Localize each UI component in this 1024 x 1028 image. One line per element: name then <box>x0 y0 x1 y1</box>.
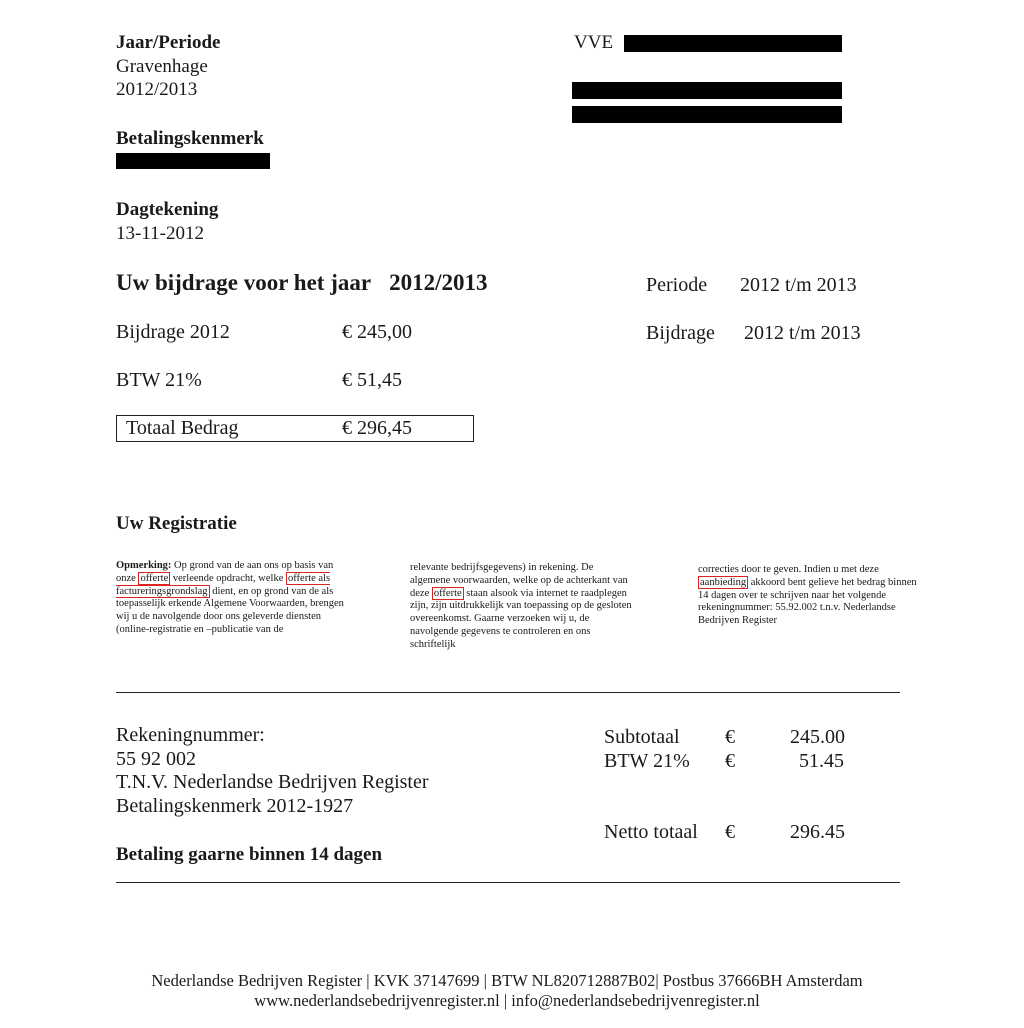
redacted-recipient-name <box>624 35 842 52</box>
subtotal-label: Subtotaal <box>604 726 680 748</box>
net-total-label: Netto totaal <box>604 821 698 843</box>
reference-heading: Betalingskenmerk <box>116 128 264 149</box>
net-total-currency: € <box>725 821 735 843</box>
divider-bottom <box>116 882 900 883</box>
remark-text: correcties door te geven. Indien u met deze <box>698 564 879 575</box>
remark-text: Op grond van de aan ons op basis van onze <box>116 560 334 584</box>
date-value: 13-11-2012 <box>116 223 204 244</box>
remark-column-2 <box>410 562 636 652</box>
net-total-amount: 296.45 <box>790 821 845 843</box>
redacted-postal-line <box>572 106 842 123</box>
remark-text: akkoord bent gelieve het bedrag binnen 14 dagen over te schrijven naar het volgende rekeningnummer: 55.92.002 t.n.v. Nederlandse Bedrijven Register <box>698 576 917 627</box>
period-label: Periode <box>646 274 708 296</box>
period-range: 2012 t/m 2013 <box>740 274 857 296</box>
remark-text: staan alsook via internet te raadplegen zijn, zijn uitdrukkelijk van toepassing op de gesloten overeenkomst. Gaarne verzoeken wij u, de navolgende gegevens te controleren en ons schriftelijk <box>410 587 632 650</box>
subtotal-amount: 245.00 <box>790 726 845 748</box>
date-heading: Dagtekening <box>116 199 219 220</box>
highlight-offerte-grondslag: offerte als factureringsgrondslag <box>116 572 331 597</box>
line-amount: € 245,00 <box>342 321 412 343</box>
footer-contact-line: www.nederlandsebedrijvenregister.nl | info@nederlandsebedrijvenregister.nl <box>254 991 760 1010</box>
summary-title-year: 2012/2013 <box>389 270 488 295</box>
summary-title <box>116 270 487 296</box>
remark-text: verleende opdracht, welke <box>170 572 286 584</box>
subtotal-currency: € <box>725 726 735 748</box>
account-label: Rekeningnummer: <box>116 724 265 746</box>
highlight-aanbieding: aanbieding <box>700 576 747 588</box>
remark-text: dient, en op grond van de als toepasselijk erkende Algemene Voorwaarden, brengen wij u de navolgende door ons geleverde diensten (online-registratie en –publicatie van de <box>116 585 344 635</box>
redacted-reference <box>116 153 270 169</box>
registration-title: Uw Registratie <box>116 513 237 534</box>
payment-reference: Betalingskenmerk 2012-1927 <box>116 794 354 817</box>
remark-label: Opmerking: <box>116 560 172 571</box>
summary-title-text: Uw bijdrage voor het jaar <box>116 270 372 295</box>
contribution-label: Bijdrage <box>646 322 715 344</box>
account-holder: T.N.V. Nederlandse Bedrijven Register <box>116 771 429 793</box>
payment-details <box>116 724 429 818</box>
line-label: Bijdrage 2012 <box>116 321 230 343</box>
account-number: 55 92 002 <box>116 747 196 770</box>
payment-notice: Betaling gaarne binnen 14 dagen <box>116 844 383 865</box>
contribution-range: 2012 t/m 2013 <box>744 322 861 344</box>
period-heading: Jaar/Periode <box>116 32 221 53</box>
vat-label: BTW 21% <box>604 750 690 772</box>
line-label: BTW 21% <box>116 369 202 391</box>
total-label: Totaal Bedrag <box>126 417 239 439</box>
total-amount: € 296,45 <box>342 417 412 439</box>
remark-text: relevante bedrijfsgegevens) in rekening. De algemene voorwaarden, welke op de achterkant van deze <box>410 562 628 599</box>
divider-top <box>116 692 900 693</box>
vat-amount: 51.45 <box>799 750 844 772</box>
remark-column-3 <box>698 564 920 628</box>
vat-currency: € <box>725 750 735 772</box>
recipient-prefix: VVE <box>574 32 614 53</box>
highlight-offerte: offerte <box>140 572 169 584</box>
footer-company-line: Nederlandse Bedrijven Register | KVK 37147699 | BTW NL820712887B02| Postbus 37666BH Amsterdam <box>151 971 863 990</box>
city: Gravenhage <box>116 56 208 77</box>
period-value: 2012/2013 <box>116 79 198 100</box>
remark-column-1 <box>116 560 348 637</box>
highlight-offerte: offerte <box>433 587 462 599</box>
line-amount: € 51,45 <box>342 369 402 391</box>
redacted-address-line <box>572 82 842 99</box>
